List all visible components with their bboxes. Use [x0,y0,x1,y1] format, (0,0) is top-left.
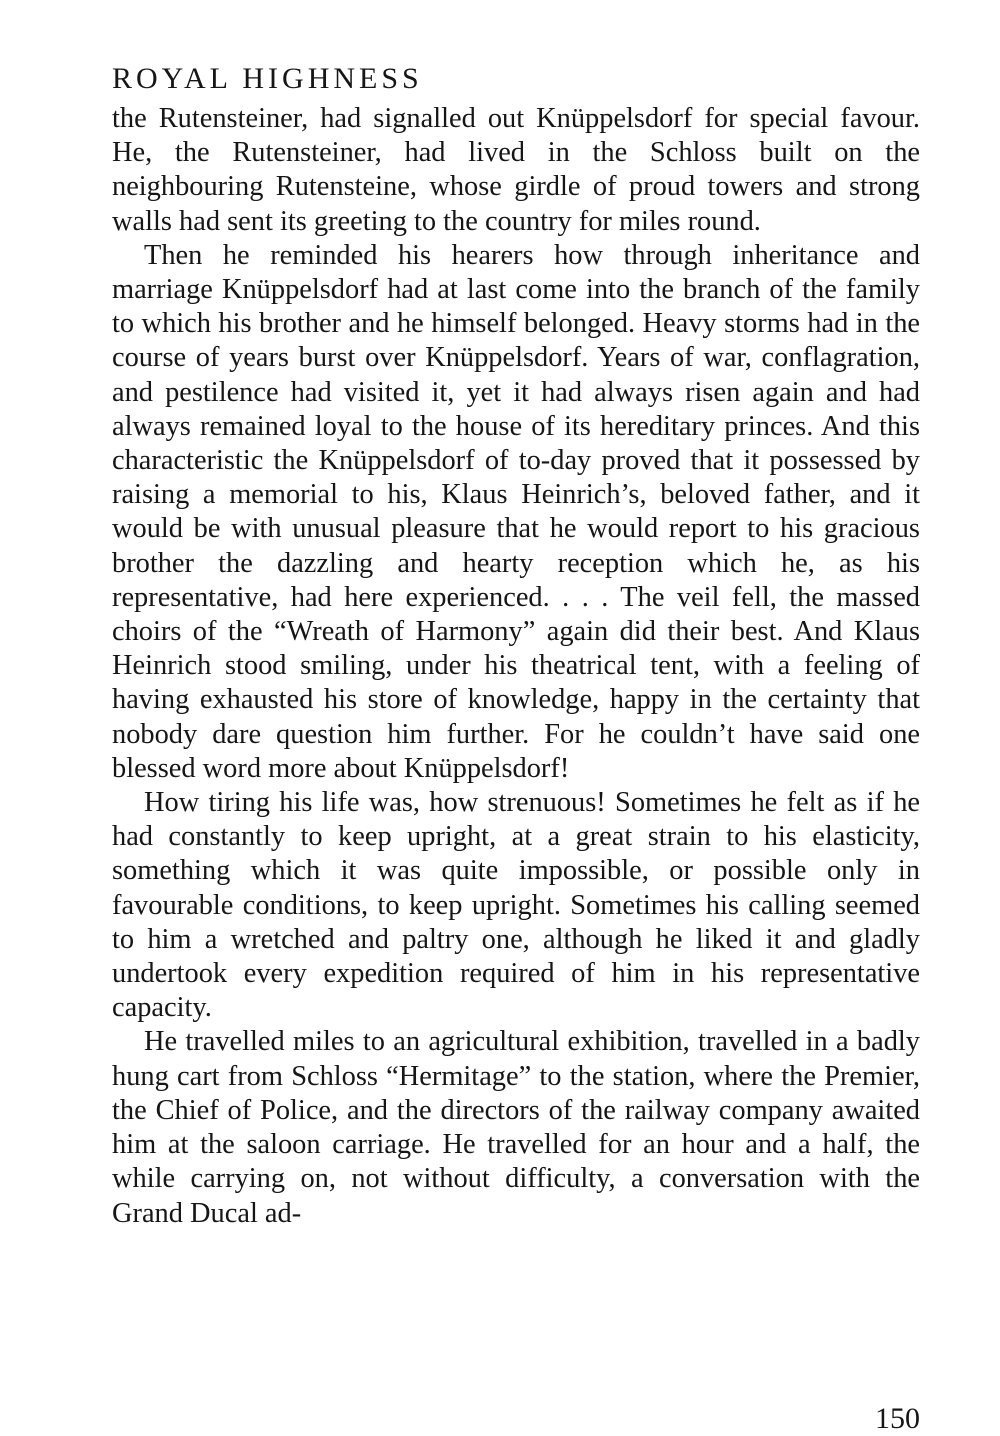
body-text [112,102,920,1231]
paragraph-4: He travelled miles to an agricultural exhibition, travelled in a badly hung cart from Schloss “Hermitage” to the station, where the Premier, the Chief of Police, and the directors of the railway company awaited him at the saloon carriage. He travelled for an hour and a half, the while carrying on, not without difficulty, a conversation with the Grand Ducal ad- [112,1026,920,1229]
paragraph-1: the Rutensteiner, had signalled out Knüppelsdorf for special favour. He, the Rutensteiner, had lived in the Schloss built on the neighbouring Rutensteine, whose girdle of proud towers and strong walls had sent its greeting to the country for miles round. [112,103,920,237]
running-head: ROYAL HIGHNESS [112,62,423,95]
book-page [112,62,920,1435]
paragraph-2: Then he reminded his hearers how through inheritance and marriage Knüppelsdorf had at last come into the branch of the family to which his brother and he himself belonged. Heavy storms had in the course of years burst over Knüppelsdorf. Years of war, conflagration, and pestilence had visited it, yet it had always risen again and had always remained loyal to the house of its hereditary princes. And this characteristic the Knüppelsdorf of to-day proved that it possessed by raising a memorial to his, Klaus Heinrich’s, beloved father, and it would be with unusual pleasure that he would report to his gracious brother the dazzling and hearty reception which he, as his representative, had here experienced. . . . The veil fell, the massed choirs of the “Wreath of Harmony” again did their best. And Klaus Heinrich stood smiling, under his theatrical tent, with a feeling of having exhausted his store of knowledge, happy in the certainty that nobody dare question him further. For he couldn’t have said one blessed word more about Knüppelsdorf! [112,239,920,784]
page-number: 150 [875,1402,920,1435]
paragraph-3: How tiring his life was, how strenuous! Sometimes he felt as if he had constantly to keep upright, at a great strain to his elasticity, something which it was quite impossible, or possible only in favourable conditions, to keep upright. Sometimes his calling seemed to him a wretched and paltry one, although he liked it and gladly undertook every expedition required of him in his representative capacity. [112,787,920,1024]
